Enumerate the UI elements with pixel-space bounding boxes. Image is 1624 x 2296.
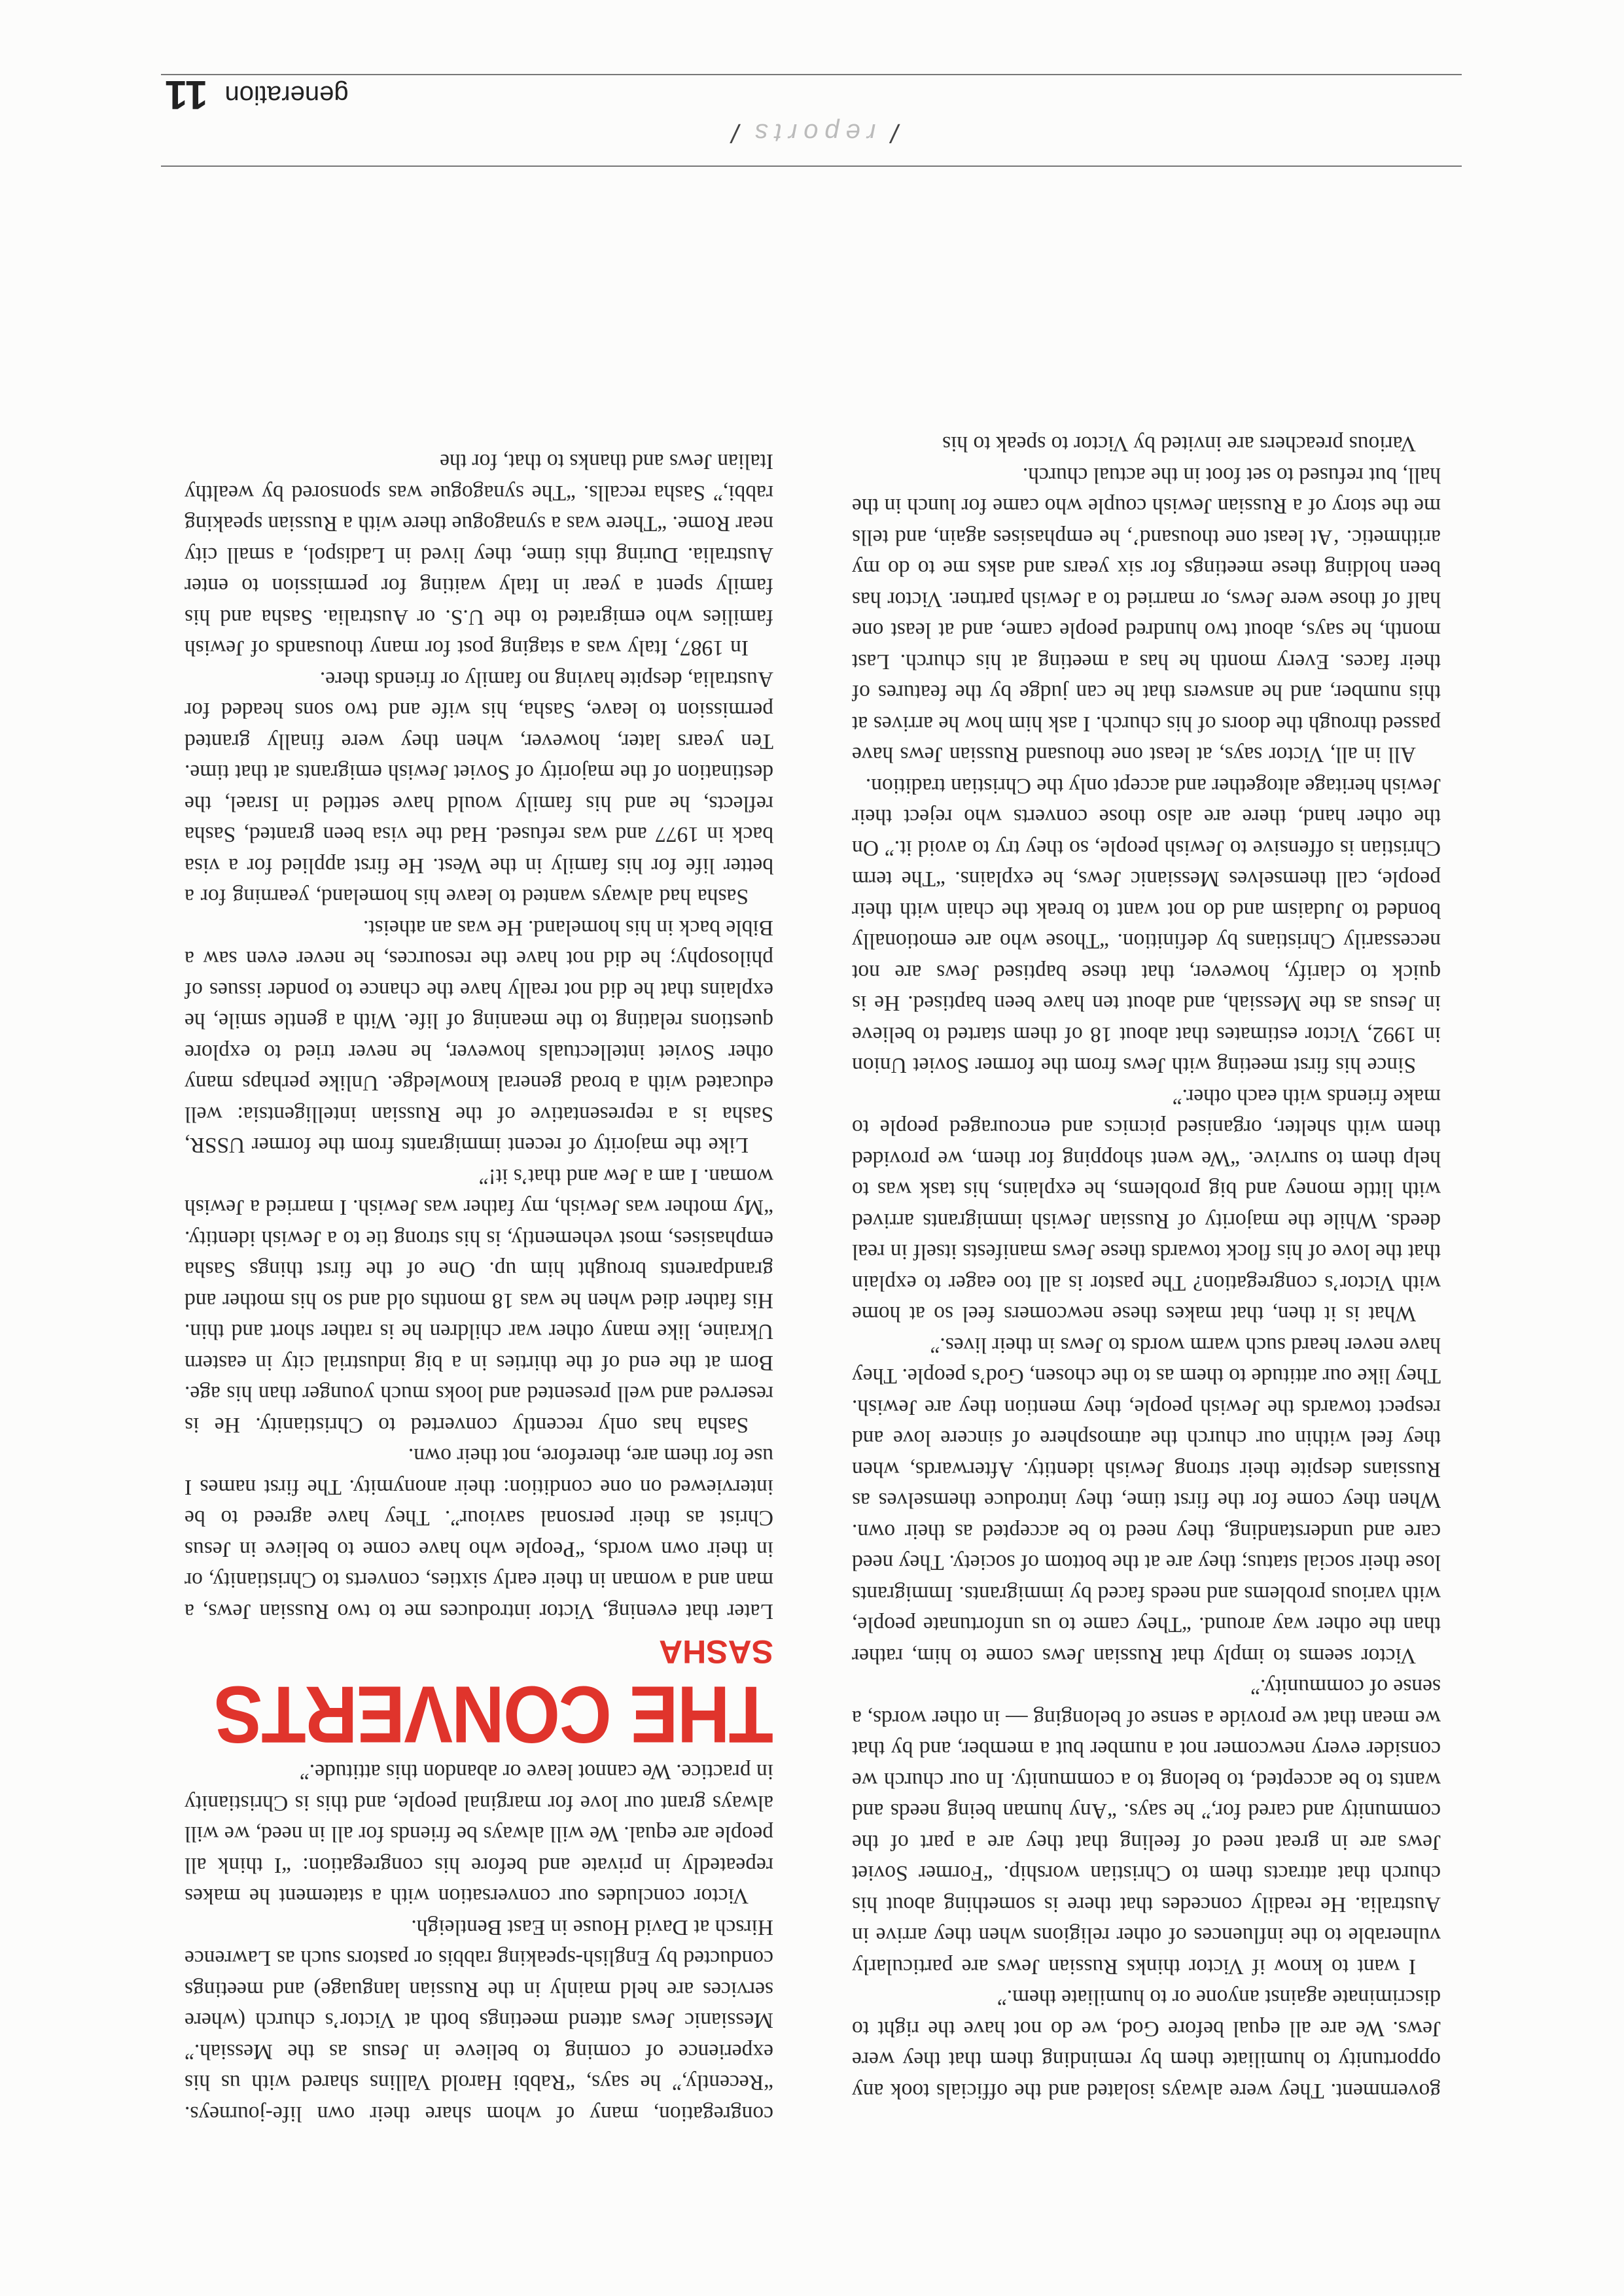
section-title: THE CONVERTS	[215, 1669, 773, 1760]
section-subtitle: SASHA	[658, 1633, 773, 1670]
section-banner	[0, 118, 1624, 147]
article-column-right	[185, 446, 773, 2129]
paragraph: In 1987, Italy was a staging post for many thousands of Jewish families who emigrated to the U.S. or Australia. Sasha and his family spent a year in Italy waiting for permission to enter Australia. During this time, they lived in Ladispol, a small city near Rome. “There was a synagogue there with a Russian speaking rabbi,” Sasha recalls. “The synagogue was sponsored by wealthy Italian Jews and thanks to that, for the	[185, 449, 773, 661]
paragraph: Like the majority of recent immigrants from the former USSR, Sasha is a representative of the Russian intelligentsia: well educated with a broad general knowledge. Unlike perhaps many other Soviet intellectuals however, he never tried to explore questions relating to the meaning of life. With a gentle smile, he explains that he did not really have the chance to ponder issues of philosophy; he did not have the resources, he never even saw a Bible back in his homeland. He was an atheist.	[185, 916, 773, 1158]
paragraph: Sasha had always wanted to leave his homeland, yearning for a better life for his family in the West. He first applied for a visa back in 1977 and was refused. Had the visa been granted, Sasha reflects, he and his family would have settled in Israel, the destination of the majority of Soviet Jewish emigrants at that time. Ten years later, however, when they were finally granted permission to leave, Sasha, his wife and two sons headed for Australia, despite having no family or friends there.	[185, 667, 773, 909]
paragraph: government. They were always isolated and the officials took any opportunity to humiliate them by reminding them that they were Jews. We are all equal before God, we do not have the right to discriminate against anyone or to humiliate them.”	[852, 1985, 1441, 2103]
paragraph: Since his first meeting with Jews from the former Soviet Union in 1992, Victor estimates that about 18 of them started to believe in Jesus as the Messiah, and about ten have been baptised. He is quick to clarify, however, that these baptised Jews are not necessarily Christians by definition. “Those who are emotionally bonded to Judaism and do not want to break the chain with their people, call themselves Messianic Jews, he explains. “The term Christian is offensive to Jewish people, so they try to avoid it.” On the other hand, there are also those converts who reject their Jewish heritage altogether and accept only the Christian tradition.	[852, 774, 1441, 1078]
paragraph: Victor concludes our conversation with a statement he makes repeatedly in private and before his congregation: “I think all people are equal. We will always be friends for all in need, we will always grant our love for marginal people, and this is Christianity in practice. We cannot leave or abandon this attitude.”	[185, 1760, 773, 1909]
paragraph: Later that evening, Victor introduces me to two Russian Jews, a man and a woman in their early sixties, converts to Christianity, or in their own words, “People who have come to believe in Jesus Christ as their personal saviour”. They have agreed to be interviewed on one condition: their anonymity. The first names I use for them are, therefore, not their own.	[185, 1444, 773, 1624]
paragraph: Various preachers are invited by Victor to speak to his	[942, 432, 1416, 457]
page-footer	[165, 71, 440, 118]
article-column-left	[852, 428, 1441, 2106]
banner-slash-right: /	[725, 118, 739, 147]
banner-rule-top	[161, 165, 1462, 167]
paragraph: congregation, many of whom share their own life-journeys. “Recently,” he says, “Rabbi Harold Vallins shared with us his experience of coming to believe in Jesus as the Messiah.” Messianic Jews attend meetings both at Victor’s church (where services are held mainly in the Russian language) and meetings conducted by English-speaking rabbis or pastors such as Lawrence Hirsch at David House in East Bentleigh.	[185, 1915, 773, 2126]
paragraph: What is it then, that makes these newcomers feel so at home with Victor’s congregation? The pastor is all too eager to explain that the love of his flock towards these Jews manifests itself in real deeds. While the majority of Russian Jewish immigrants arrived with little money and big problems, he explains, his task was to help them to survive. “We went shopping for them, we provided them with shelter, organised picnics and encouraged people to make friends with each other.”	[852, 1085, 1441, 1327]
banner-slash-left: /	[885, 118, 899, 147]
paragraph: Sasha has only recently converted to Christianity. He is reserved and well presented and looks much younger than his age. Born at the end of the thirties in a big industrial city in eastern Ukraine, like many other war children he is rather short and thin. His father died when he was 18 months old and so his mother and grandparents brought him up. One of the first things Sasha emphasises, most vehemently, is his strong tie to a Jewish identity. “My mother was Jewish, my father was Jewish. I married a Jewish woman. I am a Jew and that’s it!”	[185, 1164, 773, 1437]
publication-name: generation	[224, 80, 349, 109]
page-number: 11	[165, 72, 208, 117]
paragraph: Victor seems to imply that Russian Jews come to him, rather than the other way around. “They came to us unfortunate people, with various problems and needs faced by immigrants. Immigrants lose their social status; they are at the bottom of society. They need care and understanding, they need to be accepted as their own. When they come for the first time, they introduce themselves as Russians despite their strong Jewish identity. Afterwards, when they feel within our church the atmosphere of sincere love and respect towards the Jewish people, they mention they are Jewish. They like our attitude to them as to the chosen, God’s people. They have never heard such warm words to Jews in their lives.”	[852, 1333, 1441, 1668]
banner-label: reports	[748, 118, 876, 147]
paragraph: All in all, Victor says, at least one thousand Russian Jews have passed through the doors of his church. I ask him how he arrives at this number, and he answers that he can judge by the features of their faces. Every month he has a meeting at his church. Last month, he says, about two hundred people came, and at least one half of those were Jews, or married to a Jewish partner. Victor has been holding these meetings for six years and asks me to do my arithmetic. ‘At least one thousand’, he emphasises again, and tells me the story of a Russian Jewish couple who came for lunch in the hall, but refused to set foot in the actual church.	[852, 463, 1441, 767]
paragraph: I want to know if Victor thinks Russian Jews are particularly vulnerable to the influences of other religions when they arrive in Australia. He readily concedes that there is something about his church that attracts them to Christian worship. “Former Soviet Jews are in great need of feeling that they are a part of the community and cared for,” he says. “Any human being needs and wants to be accepted, to belong to a community. In our church we consider every newcomer not a number but a member, and by that we mean that we provide a sense of belonging — in other words, a sense of community.”	[852, 1675, 1441, 1979]
